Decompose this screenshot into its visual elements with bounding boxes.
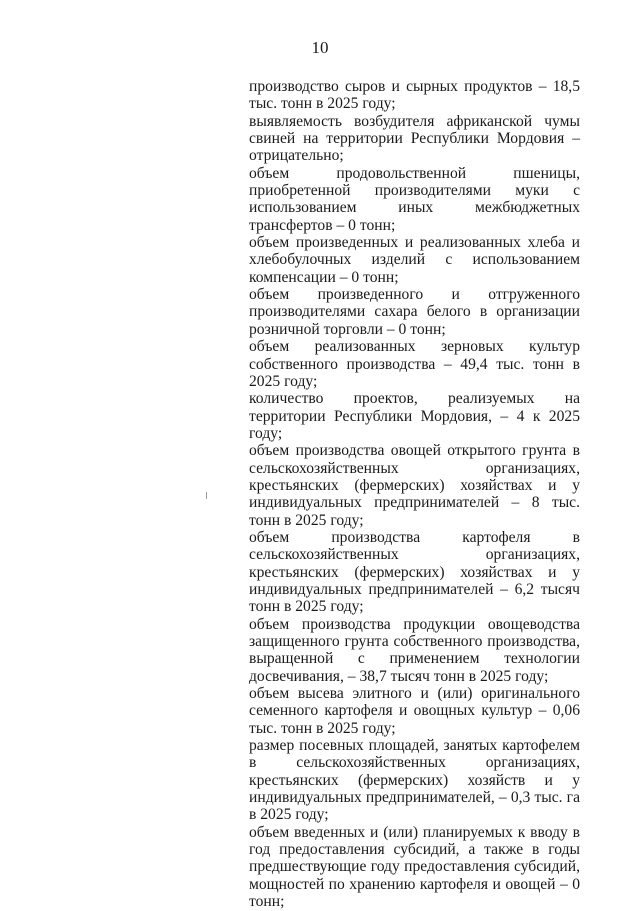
list-item: объем высева элитного и (или) оригинального семенного картофеля и овощных культур – 0,06 тыс. тонн в 2025 году; [249,685,580,737]
list-item: выявляемость возбудителя африканской чумы свиней на территории Республики Мордовия – отрицательно; [249,112,580,165]
list-item: объем продовольственной пшеницы, приобретенной производителями муки с использованием иных межбюджетных трансфертов – 0 тонн; [249,164,580,234]
page-number: 10 [311,38,329,57]
document-body [249,78,580,911]
list-item: объем производства овощей открытого грунта в сельскохозяйственных организациях, крестьянских (фермерских) хозяйствах и у индивидуальных предпринимателей – 8 тыс. тонн в 2025 году; [249,442,580,529]
list-item: объем введенных и (или) планируемых к вводу в год предоставления субсидий, а также в годы предшествующие году предоставления субсидий, мощностей по хранению картофеля и овощей – 0 тонн; [249,823,580,911]
list-item: количество проектов, реализуемых на территории Республики Мордовия, – 4 к 2025 году; [249,390,580,442]
list-item: объем реализованных зерновых культур собственного производства – 49,4 тыс. тонн в 2025 году; [249,338,580,390]
list-item: размер посевных площадей, занятых картофелем в сельскохозяйственных организациях, крестьянских (фермерских) хозяйств и у индивидуальных предпринимателей, – 0,3 тыс. га в 2025 году; [249,737,580,824]
list-item: производство сыров и сырных продуктов – 18,5 тыс. тонн в 2025 году; [249,78,580,113]
list-item: объем производства продукции овощеводства защищенного грунта собственного производства, выращенной с применением технологии досвечивания, – 38,7 тысяч тонн в 2025 году; [249,615,580,685]
list-item: объем произведенного и отгруженного производителями сахара белого в организации розничной торговли – 0 тонн; [249,286,580,338]
list-item: объем производства картофеля в сельскохозяйственных организациях, крестьянских (фермерских) хозяйствах и у индивидуальных предпринимателей – 6,2 тысяч тонн в 2025 году; [249,528,580,616]
list-item: объем произведенных и реализованных хлеба и хлебобулочных изделий с использованием компенсации – 0 тонн; [249,234,580,286]
scan-mark [206,492,207,499]
